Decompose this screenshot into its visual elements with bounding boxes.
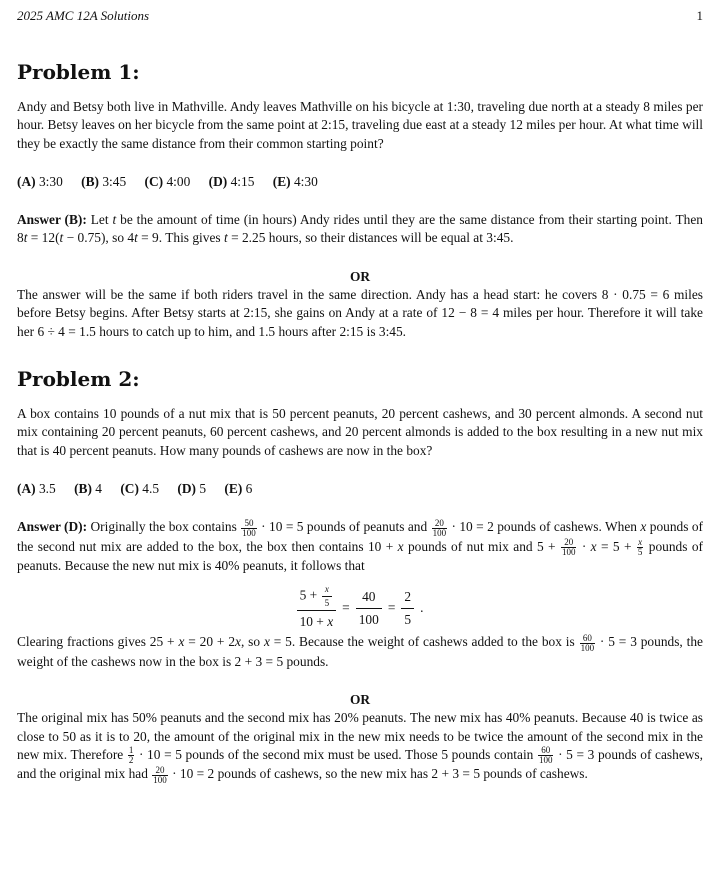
choice-a: (A) 3.5 (17, 480, 56, 496)
choice-d: (D) 4:15 (208, 173, 255, 189)
answer-label: Answer (B): (17, 212, 87, 228)
document-title: 2025 AMC 12A Solutions (17, 8, 150, 23)
problem-2-choices (17, 480, 703, 498)
problem-1-heading: Problem 1: (17, 60, 140, 84)
answer-label: Answer (D): (17, 519, 88, 535)
problem-1-statement: Andy and Betsy both live in Mathville. Andy leaves Mathville on his bicycle at 1:30, traveling due north at a steady 8 miles per hour. Betsy leaves on her bicycle from the same point at 2:15, traveling due east at a steady 12 miles per hour. At what time will they be exactly the same distance from their common starting point? (17, 99, 703, 151)
problem-2-answer: Answer (D): Originally the box contains $\frac{50}{100}$ · 10 = 5 pounds of peanuts and $\frac{20}{100}$ · 10 = 2 pounds of cashews. When x pounds of the second nut mix are added to the box, the box then contains 10 + x pounds of nut mix and 5 + $\frac{20}{100}$ · x = 5 + $\frac{x}{5}$ pounds of peanuts. Because the new nut mix is 40% peanuts, it follows that (17, 517, 703, 573)
choice-e: (E) 6 (224, 480, 253, 496)
choice-b: (B) 3:45 (81, 173, 127, 189)
choice-e: (E) 4:30 (272, 173, 318, 189)
choice-c: (C) 4:00 (144, 173, 191, 189)
problem-2-heading: Problem 2: (17, 366, 140, 391)
page-header (17, 7, 703, 25)
problem-2-alt-solution: The original mix has 50% peanuts and the second mix has 20% peanuts. The new mix has 40% peanuts. Because 40 is twice as close to 50 as it is to 20, the amount of the original mix in the new mix needs to be twice the amount of the second mix in the new mix. Therefore $\frac{1}{2}$ · 10 = 5 pounds of the second mix must be used. Those 5 pounds contain $\frac{60}{100}$ · 5 = 3 pounds of cashews, and the original mix had $\frac{20}{100}$ · 10 = 2 pounds of cashews, so the new mix has 2 + 3 = 5 pounds of cashews. (17, 710, 703, 785)
problem-1-choices (17, 173, 703, 191)
problem-1-answer: Answer (B): Let t be the amount of time (in hours) Andy rides until they are the same distance from their starting point. Then 8t = 12(t − 0.75), so 4t = 9. This gives t = 2.25 hours, so their distances will be equal at 3:45. (17, 212, 703, 246)
page-number: 1 (696, 8, 703, 23)
or-separator: OR (349, 692, 371, 708)
choice-c: (C) 4.5 (120, 480, 160, 496)
choice-d: (D) 5 (177, 480, 207, 496)
choice-a: (A) 3:30 (17, 173, 63, 189)
problem-1-alt-solution: The answer will be the same if both riders travel in the same direction. Andy has a head start: he covers 8 · 0.75 = 6 miles before Betsy begins. After Betsy starts at 2:15, she gains on Andy at a rate of 12 − 8 = 4 miles per hour. Therefore it will take her 6 ÷ 4 = 1.5 hours to catch up to him, and 1.5 hours after 2:15 is 3:45. (17, 287, 703, 339)
or-separator: OR (349, 268, 371, 284)
problem-2-statement: A box contains 10 pounds of a nut mix that is 50 percent peanuts, 20 percent cashews, and 30 percent almonds. A second nut mix containing 20 percent peanuts, 60 percent cashews, and 20 percent almonds is added to the box resulting in a new nut mix that is 40 percent peanuts. How many pounds of cashews are now in the box? (17, 405, 703, 458)
choice-b: (B) 4 (74, 480, 102, 496)
solutions-page (17, 7, 703, 785)
problem-2-answer-continued: Clearing fractions gives 25 + x = 20 + 2x, so x = 5. Because the weight of cashews added to the box is $\frac{60}{100}$ · 5 = 3 pounds, the weight of the cashews now in the box is 2 + 3 = 5 pounds. (17, 632, 703, 669)
display-equation: 5 + $\frac{x}{5}$ 10 + x = $\frac{40}{100}$ = $\frac{2}{5}$ . (17, 585, 703, 625)
